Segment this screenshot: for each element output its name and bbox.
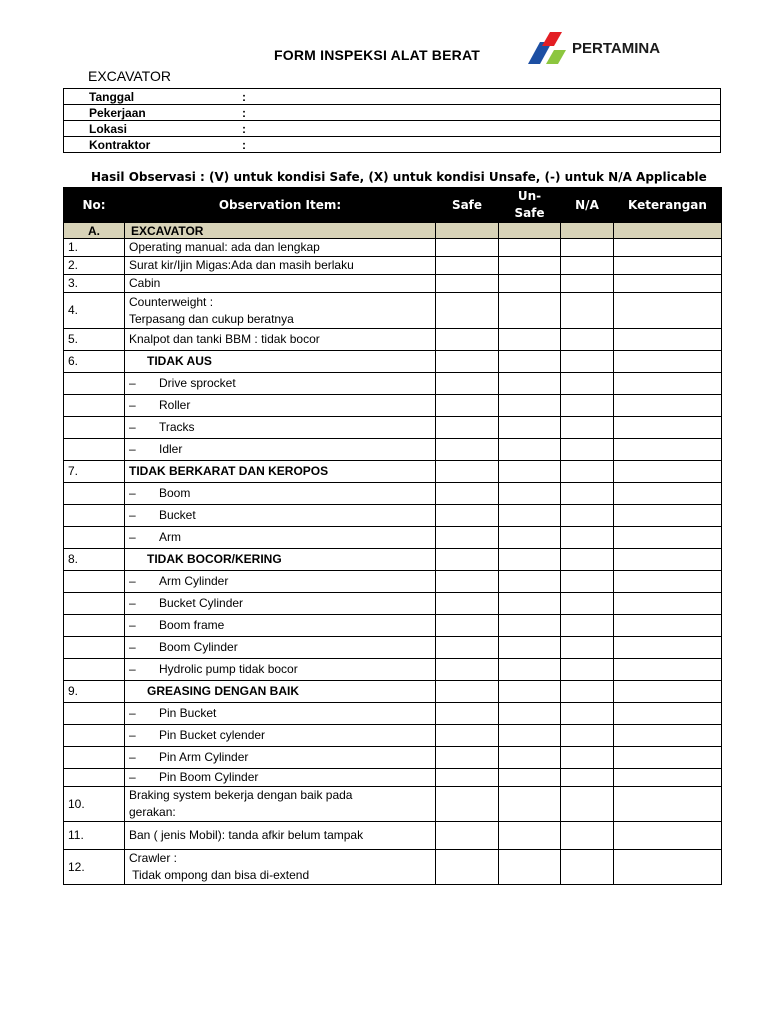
keterangan-cell[interactable] [614,239,722,257]
table-row [64,293,722,329]
unsafe-cell[interactable] [499,483,561,505]
keterangan-cell[interactable] [614,483,722,505]
header-no: No: [64,188,125,223]
table-row [64,483,722,505]
unsafe-cell[interactable] [499,769,561,787]
na-cell[interactable] [561,571,614,593]
unsafe-cell[interactable] [499,822,561,850]
table-row [64,439,722,461]
na-cell[interactable] [561,769,614,787]
na-cell[interactable] [561,747,614,769]
dash-bullet: – [129,728,136,742]
row-number: 2. [64,257,125,275]
table-row [64,239,722,257]
observation-item [125,293,436,329]
na-cell[interactable] [561,483,614,505]
unsafe-cell[interactable] [499,417,561,439]
dash-bullet: – [129,770,136,784]
item-text: Boom frame [159,618,225,632]
safe-cell[interactable] [436,329,499,351]
observation-item [125,395,436,417]
row-number [64,483,125,505]
row-number [64,593,125,615]
unsafe-cell[interactable] [499,439,561,461]
observation-item [125,747,436,769]
safe-cell[interactable] [436,850,499,885]
item-text: Bucket [159,508,196,522]
dash-bullet: – [129,530,136,544]
unsafe-cell[interactable] [499,637,561,659]
safe-cell[interactable] [436,461,499,483]
row-number: 9. [64,681,125,703]
table-row [64,505,722,527]
unsafe-cell[interactable] [499,505,561,527]
item-text: Arm Cylinder [159,574,229,588]
equipment-subtitle: EXCAVATOR [88,68,171,84]
section-cell [499,223,561,239]
observation-item [125,593,436,615]
na-cell[interactable] [561,275,614,293]
keterangan-cell[interactable] [614,725,722,747]
dash-bullet: – [129,574,136,588]
row-number [64,747,125,769]
observation-item [125,461,436,483]
na-cell[interactable] [561,373,614,395]
observation-item [125,571,436,593]
na-cell[interactable] [561,439,614,461]
info-colon: : [242,89,246,104]
keterangan-cell[interactable] [614,593,722,615]
info-row [64,105,721,121]
unsafe-cell[interactable] [499,571,561,593]
info-colon: : [242,137,246,152]
observation-item [125,787,436,822]
table-row [64,461,722,483]
keterangan-cell[interactable] [614,329,722,351]
unsafe-cell[interactable] [499,593,561,615]
na-cell[interactable] [561,822,614,850]
unsafe-cell[interactable] [499,293,561,329]
keterangan-cell[interactable] [614,659,722,681]
keterangan-cell[interactable] [614,615,722,637]
unsafe-cell[interactable] [499,395,561,417]
info-cell[interactable] [64,105,721,121]
safe-cell[interactable] [436,351,499,373]
table-header-row [64,188,722,223]
table-row [64,747,722,769]
keterangan-cell[interactable] [614,850,722,885]
safe-cell[interactable] [436,505,499,527]
table-row [64,850,722,885]
item-text: Pin Arm Cylinder [159,750,249,764]
section-cell [561,223,614,239]
observation-item [125,769,436,787]
item-text: Braking system bekerja dengan baik pada [129,788,353,802]
info-row [64,137,721,153]
item-text: Knalpot dan tanki BBM : tidak bocor [129,332,320,346]
na-cell[interactable] [561,659,614,681]
table-row [64,822,722,850]
row-number [64,703,125,725]
item-text-line2: gerakan: [129,805,176,819]
row-number: 5. [64,329,125,351]
safe-cell[interactable] [436,439,499,461]
safe-cell[interactable] [436,239,499,257]
item-text: TIDAK BERKARAT DAN KEROPOS [129,464,329,478]
row-number: 1. [64,239,125,257]
table-row [64,659,722,681]
item-text: Pin Bucket [159,706,217,720]
unsafe-cell[interactable] [499,549,561,571]
na-cell[interactable] [561,351,614,373]
item-text: Arm [159,530,181,544]
keterangan-cell[interactable] [614,293,722,329]
item-text: Pin Bucket cylender [159,728,266,742]
header-safe: Safe [436,188,499,223]
info-label: Tanggal [89,89,135,104]
na-cell[interactable] [561,239,614,257]
observation-item [125,850,436,885]
unsafe-cell[interactable] [499,850,561,885]
safe-cell[interactable] [436,293,499,329]
item-text: Hydrolic pump tidak bocor [159,662,298,676]
table-row [64,615,722,637]
dash-bullet: – [129,508,136,522]
row-number [64,373,125,395]
observation-item [125,483,436,505]
form-title: FORM INSPEKSI ALAT BERAT [274,47,480,63]
observation-item [125,703,436,725]
table-row [64,527,722,549]
unsafe-cell[interactable] [499,329,561,351]
safe-cell[interactable] [436,747,499,769]
item-text: TIDAK AUS [147,354,212,368]
info-cell[interactable] [64,89,721,105]
unsafe-cell[interactable] [499,747,561,769]
info-table [63,88,721,153]
table-row [64,593,722,615]
info-row [64,121,721,137]
unsafe-cell[interactable] [499,659,561,681]
observation-item [125,373,436,395]
safe-cell[interactable] [436,395,499,417]
keterangan-cell[interactable] [614,681,722,703]
unsafe-cell[interactable] [499,615,561,637]
na-cell[interactable] [561,615,614,637]
row-number [64,505,125,527]
safe-cell[interactable] [436,417,499,439]
na-cell[interactable] [561,787,614,822]
row-number: 4. [64,293,125,329]
section-cell [436,223,499,239]
na-cell[interactable] [561,850,614,885]
observation-item [125,549,436,571]
item-text: Bucket Cylinder [159,596,244,610]
keterangan-cell[interactable] [614,461,722,483]
na-cell[interactable] [561,461,614,483]
keterangan-cell[interactable] [614,395,722,417]
unsafe-cell[interactable] [499,787,561,822]
keterangan-cell[interactable] [614,257,722,275]
safe-cell[interactable] [436,483,499,505]
keterangan-cell[interactable] [614,769,722,787]
item-text: Surat kir/Ijin Migas:Ada dan masih berlaku [129,258,354,272]
row-number [64,769,125,787]
dash-bullet: – [129,750,136,764]
table-row [64,769,722,787]
dash-bullet: – [129,420,136,434]
section-cell [614,223,722,239]
header-observation-item: Observation Item: [125,188,436,223]
table-row [64,549,722,571]
na-cell[interactable] [561,417,614,439]
keterangan-cell[interactable] [614,549,722,571]
keterangan-cell[interactable] [614,747,722,769]
safe-cell[interactable] [436,549,499,571]
safe-cell[interactable] [436,681,499,703]
safe-cell[interactable] [436,659,499,681]
observation-item [125,239,436,257]
observation-item [125,725,436,747]
item-text: Ban ( jenis Mobil): tanda afkir belum tampak [129,828,364,842]
na-cell[interactable] [561,725,614,747]
na-cell[interactable] [561,637,614,659]
row-number [64,439,125,461]
keterangan-cell[interactable] [614,527,722,549]
info-row [64,89,721,105]
safe-cell[interactable] [436,787,499,822]
keterangan-cell[interactable] [614,439,722,461]
item-text: GREASING DENGAN BAIK [147,684,300,698]
dash-bullet: – [129,486,136,500]
dash-bullet: – [129,706,136,720]
row-number: 12. [64,850,125,885]
item-text: Boom Cylinder [159,640,238,654]
table-row [64,257,722,275]
observation-item [125,329,436,351]
row-number: 8. [64,549,125,571]
row-number [64,395,125,417]
dash-bullet: – [129,376,136,390]
observation-item [125,505,436,527]
keterangan-cell[interactable] [614,505,722,527]
unsafe-cell[interactable] [499,527,561,549]
safe-cell[interactable] [436,615,499,637]
section-label: EXCAVATOR [125,223,436,239]
row-number [64,527,125,549]
observation-item [125,527,436,549]
row-number [64,637,125,659]
table-row [64,395,722,417]
safe-cell[interactable] [436,703,499,725]
info-label: Kontraktor [89,137,151,152]
info-cell[interactable] [64,137,721,153]
observation-item [125,822,436,850]
table-row [64,329,722,351]
table-row [64,681,722,703]
item-text: Pin Boom Cylinder [159,770,259,784]
info-colon: : [242,121,246,136]
row-number [64,571,125,593]
table-row [64,417,722,439]
safe-cell[interactable] [436,593,499,615]
table-row [64,787,722,822]
item-text: TIDAK BOCOR/KERING [147,552,282,566]
observation-item [125,275,436,293]
row-number: 7. [64,461,125,483]
na-cell[interactable] [561,703,614,725]
safe-cell[interactable] [436,275,499,293]
safe-cell[interactable] [436,527,499,549]
na-cell[interactable] [561,527,614,549]
unsafe-cell[interactable] [499,461,561,483]
dash-bullet: – [129,596,136,610]
na-cell[interactable] [561,395,614,417]
na-cell[interactable] [561,505,614,527]
item-text-line2: Tidak ompong dan bisa di-extend [129,868,310,882]
observation-item [125,681,436,703]
keterangan-cell[interactable] [614,822,722,850]
row-number [64,417,125,439]
keterangan-cell[interactable] [614,637,722,659]
row-number [64,659,125,681]
item-text: Crawler : [129,851,178,865]
observation-note: Hasil Observasi : (V) untuk kondisi Safe, (X) untuk kondisi Unsafe, (-) untuk N/A Applicable [91,170,707,184]
safe-cell[interactable] [436,257,499,275]
table-row [64,637,722,659]
row-number: 3. [64,275,125,293]
info-label: Pekerjaan [89,105,146,120]
item-text: Operating manual: ada dan lengkap [129,240,320,254]
safe-cell[interactable] [436,571,499,593]
dash-bullet: – [129,442,136,456]
section-row [64,223,722,239]
safe-cell[interactable] [436,822,499,850]
unsafe-cell[interactable] [499,373,561,395]
item-text: Counterweight : [129,294,214,309]
unsafe-cell[interactable] [499,681,561,703]
observation-item [125,659,436,681]
na-cell[interactable] [561,681,614,703]
table-row [64,703,722,725]
info-colon: : [242,105,246,120]
info-cell[interactable] [64,121,721,137]
safe-cell[interactable] [436,373,499,395]
safe-cell[interactable] [436,637,499,659]
row-number: 10. [64,787,125,822]
unsafe-cell[interactable] [499,703,561,725]
item-text: Tracks [159,420,195,434]
keterangan-cell[interactable] [614,703,722,725]
header-unsafe: Un-Safe [499,188,561,223]
item-text: Boom [159,486,191,500]
dash-bullet: – [129,640,136,654]
unsafe-cell[interactable] [499,239,561,257]
na-cell[interactable] [561,293,614,329]
section-no: A. [64,223,125,239]
item-text: Roller [159,398,191,412]
table-row [64,373,722,395]
unsafe-cell[interactable] [499,351,561,373]
row-number [64,725,125,747]
row-number: 11. [64,822,125,850]
observation-item [125,439,436,461]
row-number: 6. [64,351,125,373]
observation-item [125,417,436,439]
item-text-line2: Terpasang dan cukup beratnya [129,311,294,326]
safe-cell[interactable] [436,725,499,747]
header-na: N/A [561,188,614,223]
na-cell[interactable] [561,549,614,571]
observation-item [125,257,436,275]
safe-cell[interactable] [436,769,499,787]
header-keterangan: Keterangan [614,188,722,223]
unsafe-cell[interactable] [499,257,561,275]
info-label: Lokasi [89,121,128,136]
keterangan-cell[interactable] [614,787,722,822]
dash-bullet: – [129,662,136,676]
observation-item [125,637,436,659]
table-row [64,725,722,747]
logo-text: PERTAMINA [572,40,661,57]
table-row [64,571,722,593]
table-row [64,275,722,293]
na-cell[interactable] [561,329,614,351]
inspection-table [63,187,722,885]
dash-bullet: – [129,398,136,412]
keterangan-cell[interactable] [614,571,722,593]
table-row [64,351,722,373]
item-text: Idler [159,442,183,456]
dash-bullet: – [129,618,136,632]
item-text: Drive sprocket [159,376,236,390]
observation-item [125,615,436,637]
unsafe-cell[interactable] [499,725,561,747]
observation-item [125,351,436,373]
na-cell[interactable] [561,257,614,275]
item-text: Cabin [129,276,161,290]
keterangan-cell[interactable] [614,275,722,293]
na-cell[interactable] [561,593,614,615]
keterangan-cell[interactable] [614,417,722,439]
keterangan-cell[interactable] [614,373,722,395]
row-number [64,615,125,637]
keterangan-cell[interactable] [614,351,722,373]
unsafe-cell[interactable] [499,275,561,293]
